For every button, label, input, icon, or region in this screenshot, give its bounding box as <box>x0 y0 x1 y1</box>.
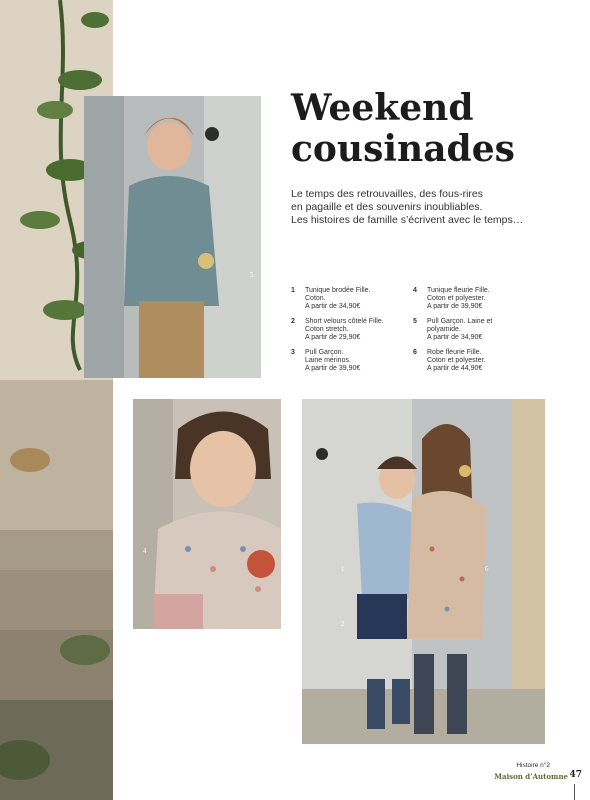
photo-girl-with-apple <box>133 399 281 629</box>
title-line-1: Weekend <box>291 87 474 129</box>
product-item <box>291 349 401 373</box>
product-name: Tunique brodée Fille. <box>305 287 371 294</box>
product-material: Coton stretch. <box>305 326 349 333</box>
product-material: Coton et polyester. <box>427 357 486 364</box>
product-price: A partir de 34,90€ <box>305 303 361 310</box>
photo-label-6: 6 <box>485 565 489 573</box>
product-list-column-1 <box>291 287 401 380</box>
product-number: 6 <box>413 349 417 356</box>
product-item <box>413 287 523 311</box>
product-material: Coton. <box>305 295 326 302</box>
product-name: Pull Garçon. <box>305 349 344 356</box>
intro-line-3: Les histoires de famille s’écrivent avec le temps… <box>291 214 524 226</box>
product-item <box>413 318 523 342</box>
product-name: Tunique fleurie Fille. <box>427 287 490 294</box>
product-number: 3 <box>291 349 295 356</box>
footer-magazine-name: Maison d’Automne <box>494 772 568 781</box>
product-number: 2 <box>291 318 295 325</box>
intro-text <box>291 188 561 227</box>
product-price: A partir de 44,90€ <box>427 365 483 372</box>
footer-rule <box>574 784 575 800</box>
intro-line-1: Le temps des retrouvailles, des fous-rires <box>291 188 483 200</box>
intro-line-2: en pagaille et des souvenirs inoubliables. <box>291 201 483 213</box>
page-number: 47 <box>569 770 582 780</box>
photo-label-4: 4 <box>143 547 147 555</box>
product-name: Robe fleurie Fille. <box>427 349 482 356</box>
product-price: A partir de 34,90€ <box>427 334 483 341</box>
product-price: A partir de 39,90€ <box>305 365 361 372</box>
photo-boy-by-door <box>84 96 261 378</box>
product-price: A partir de 39,90€ <box>427 303 483 310</box>
product-list-column-2 <box>413 287 523 380</box>
page-title <box>291 88 571 170</box>
product-material: Coton et polyester. <box>427 295 486 302</box>
title-line-2: cousinades <box>291 128 515 170</box>
product-item <box>291 287 401 311</box>
product-name: Pull Garçon. Laine et <box>427 318 493 325</box>
photo-label-5: 5 <box>250 271 254 279</box>
product-name: Short velours côtelé Fille. <box>305 318 384 325</box>
product-item <box>291 318 401 342</box>
product-item <box>413 349 523 373</box>
product-number: 1 <box>291 287 295 294</box>
product-material: Laine mérinos. <box>305 357 351 364</box>
product-material: polyamide. <box>427 326 461 333</box>
product-price: A partir de 29,90€ <box>305 334 361 341</box>
product-number: 5 <box>413 318 417 325</box>
footer-series: Histoire n°2 <box>516 762 550 769</box>
photo-label-1: 1 <box>341 565 345 573</box>
product-number: 4 <box>413 287 417 294</box>
photo-label-2: 2 <box>341 620 345 628</box>
photo-girls-hugging <box>302 399 545 744</box>
